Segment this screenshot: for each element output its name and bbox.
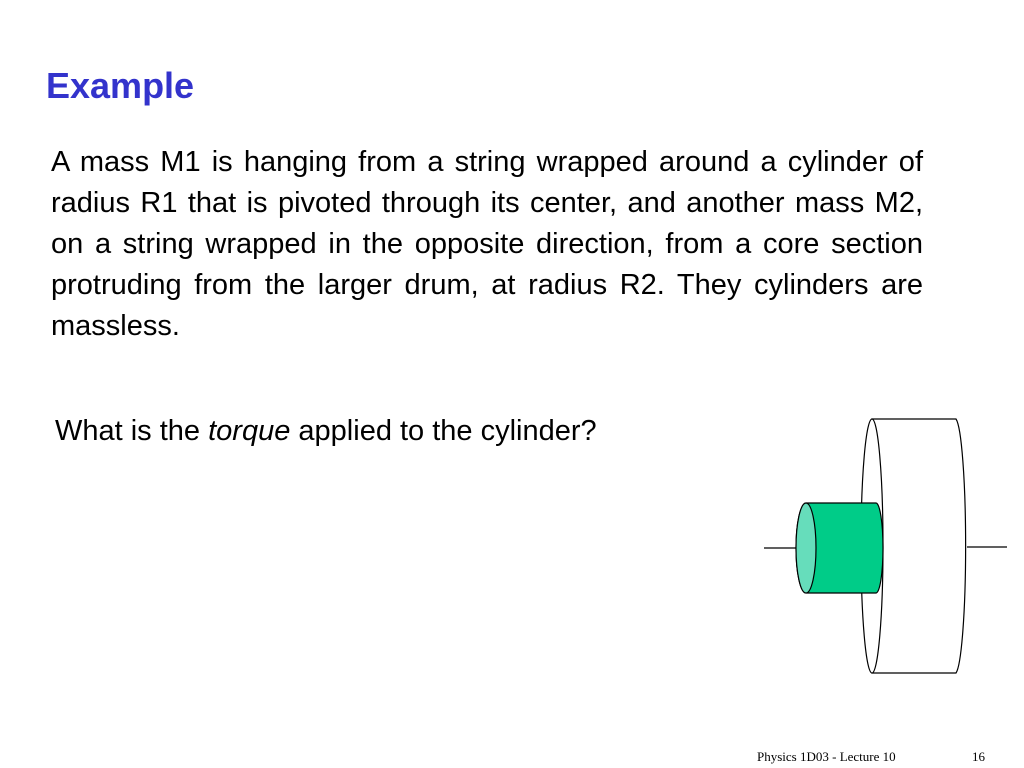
question-emphasis: torque	[208, 415, 291, 447]
footer-course-label: Physics 1D03 - Lecture 10	[757, 749, 896, 764]
cylinder-diagram	[760, 410, 1010, 680]
footer-page-number: 16	[972, 749, 985, 764]
question-suffix: applied to the cylinder?	[290, 415, 597, 447]
problem-paragraph: A mass M1 is hanging from a string wrapped around a cylinder of radius R1 that is pivoted through its center, and another mass M2, on a string wrapped in the opposite direction, from a core section protruding from the larger drum, at radius R2. They cylinders are massless.	[51, 146, 923, 342]
core-cylinder-face	[796, 503, 816, 593]
slide-title: Example	[46, 65, 195, 106]
question-text	[55, 411, 597, 452]
question-prefix: What is the	[55, 415, 209, 447]
